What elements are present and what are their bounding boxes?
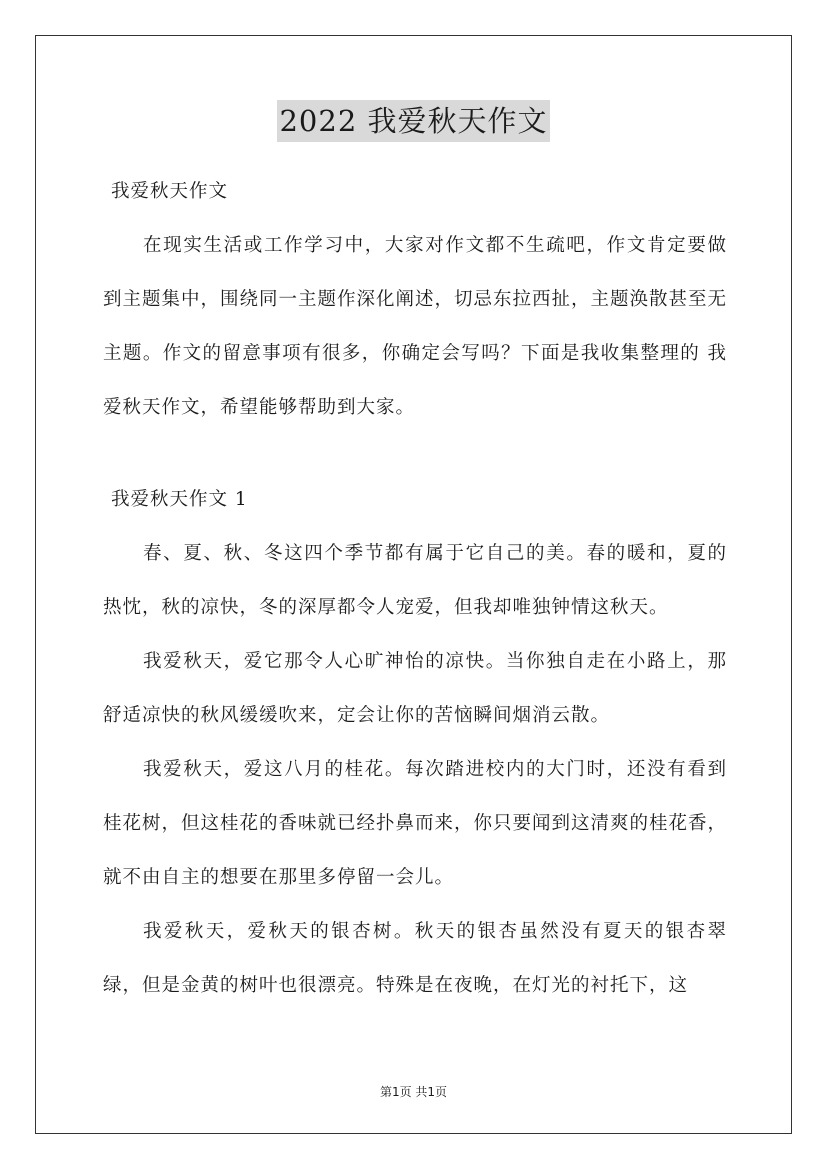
intro-paragraph: 在现实生活或工作学习中，大家对作文都不生疏吧，作文肯定要做到主题集中，围绕同一主题作深化阐述，切忌东拉西扯，主题涣散甚至无主题。作文的留意事项有很多，你确定会写吗？下面是我收集整理的 我爱秋天作文，希望能够帮助到大家。 [103, 235, 728, 418]
essay-paragraph-2: 我爱秋天，爱它那令人心旷神怡的凉快。当你独自走在小路上，那舒适凉快的秋风缓缓吹来，定会让你的苦恼瞬间烟消云散。 [103, 651, 727, 726]
page-footer [0, 1084, 827, 1100]
essay-paragraph-1: 春、夏、秋、冬这四个季节都有属于它自己的美。春的暖和，夏的热忱，秋的凉快，冬的深厚都令人宠爱，但我却唯独钟情这秋天。 [103, 543, 727, 618]
document-title-container [0, 100, 827, 142]
essay-paragraph-3: 我爱秋天，爱这八月的桂花。每次踏进校内的大门时，还没有看到桂花树，但这桂花的香味就已经扑鼻而来，你只要闻到这清爽的桂花香，就不由自主的想要在那里多停留一会儿。 [103, 759, 728, 888]
essay-paragraph-4: 我爱秋天，爱秋天的银杏树。秋天的银杏虽然没有夏天的银杏翠绿，但是金黄的树叶也很漂亮。特殊是在夜晚，在灯光的衬托下，这 [103, 921, 727, 996]
essay-heading: 我爱秋天作文 1 [111, 489, 248, 510]
document-title: 2022 我爱秋天作文 [277, 100, 549, 142]
intro-heading: 我爱秋天作文 [111, 181, 229, 202]
page-number: 第1页 共1页 [379, 1085, 448, 1099]
section-spacer [103, 435, 727, 473]
document-body [103, 165, 727, 1013]
